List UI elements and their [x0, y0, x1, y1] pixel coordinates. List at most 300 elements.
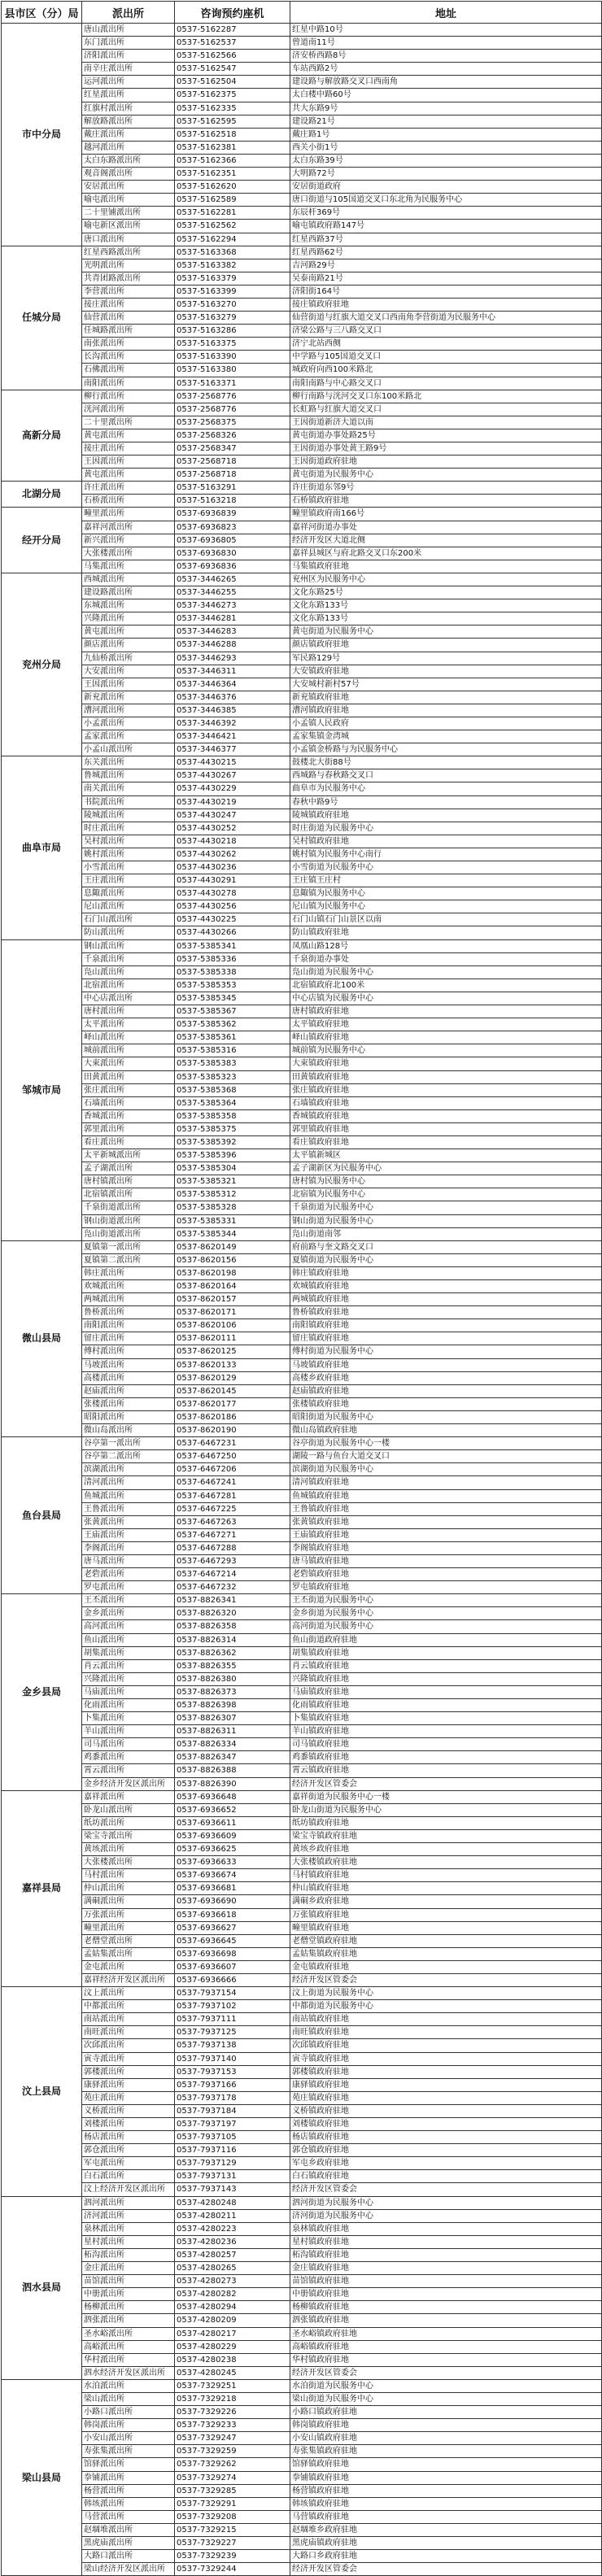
station-cell: 东门派出所 — [82, 37, 175, 50]
phone-cell: 0537-5163218 — [175, 495, 290, 508]
station-cell: 鲁桥派出所 — [82, 1306, 175, 1319]
station-cell: 黄屯派出所 — [82, 429, 175, 442]
station-cell: 韩垓派出所 — [82, 2497, 175, 2510]
phone-cell: 0537-4430256 — [175, 900, 290, 913]
station-cell: 唐山派出所 — [82, 24, 175, 37]
station-cell: 香城派出所 — [82, 1109, 175, 1122]
address-cell: 王庙镇政府驻地 — [290, 1528, 602, 1541]
phone-cell: 0537-7937166 — [175, 2078, 290, 2091]
station-cell: 泗张派出所 — [82, 2314, 175, 2327]
station-cell: 中册派出所 — [82, 2288, 175, 2301]
address-cell: 许庄街道东邻9号 — [290, 482, 602, 495]
address-cell: 嘉祥河街道办事处 — [290, 521, 602, 534]
station-cell: 嘉祥河派出所 — [82, 521, 175, 534]
address-cell: 文化东路133号 — [290, 612, 602, 625]
phone-cell: 0537-3446421 — [175, 730, 290, 743]
address-cell: 红星西路37号 — [290, 233, 602, 246]
phone-cell: 0537-6936652 — [175, 1803, 290, 1816]
address-cell: 兖州区为民服务中心 — [290, 573, 602, 586]
address-cell: 卧龙山街道为民服务中心 — [290, 1803, 602, 1816]
table-row — [2, 992, 602, 1005]
address-cell: 柘沟镇政府驻地 — [290, 2248, 602, 2261]
station-cell: 郭里派出所 — [82, 1122, 175, 1135]
address-cell: 安居街道政府 — [290, 181, 602, 194]
phone-cell: 0537-5385338 — [175, 965, 290, 979]
table-row — [2, 2419, 602, 2432]
phone-cell: 0537-6936836 — [175, 560, 290, 573]
address-cell: 孟家集镇金湾城 — [290, 730, 602, 743]
phone-cell: 0537-5162547 — [175, 63, 290, 76]
address-cell: 中册镇政府驻地 — [290, 2288, 602, 2301]
station-cell: 马营派出所 — [82, 2510, 175, 2523]
station-cell: 寿张集派出所 — [82, 2445, 175, 2458]
address-cell: 东辰杆369号 — [290, 207, 602, 220]
header-station: 派出所 — [82, 2, 175, 24]
phone-cell: 0537-8826334 — [175, 1738, 290, 1751]
address-cell: 军屯乡政府驻地 — [290, 2157, 602, 2170]
phone-cell: 0537-8826311 — [175, 1725, 290, 1738]
table-row — [2, 312, 602, 325]
phone-cell: 0537-5163380 — [175, 364, 290, 377]
station-cell: 卜集派出所 — [82, 1712, 175, 1725]
district-cell: 任城分局 — [2, 246, 82, 390]
station-cell: 杨店派出所 — [82, 2131, 175, 2144]
station-cell: 凫山派出所 — [82, 965, 175, 979]
address-cell: 吴村镇政府驻地 — [290, 835, 602, 848]
address-cell: 建设路与解放路交叉口西南角 — [290, 76, 602, 89]
station-cell: 姚村派出所 — [82, 848, 175, 861]
address-cell: 共大东路9号 — [290, 102, 602, 115]
address-cell: 文化东路25号 — [290, 586, 602, 599]
phone-cell: 0537-5163375 — [175, 338, 290, 351]
station-cell: 颜店派出所 — [82, 639, 175, 652]
phone-cell: 0537-5385336 — [175, 952, 290, 965]
phone-cell: 0537-2568326 — [175, 429, 290, 442]
address-cell: 苑庄镇政府驻地 — [290, 2091, 602, 2104]
table-row — [2, 469, 602, 482]
address-cell: 谷亭街道为民服务中心一楼 — [290, 1437, 602, 1450]
station-cell: 司马派出所 — [82, 1738, 175, 1751]
phone-cell: 0537-4280248 — [175, 2196, 290, 2209]
table-row — [2, 2052, 602, 2065]
address-cell: 南阳南路与中心路交叉口 — [290, 377, 602, 390]
district-cell: 高新分局 — [2, 390, 82, 482]
address-cell: 梁山街道为民服务中心 — [290, 2392, 602, 2405]
address-cell: 疃里镇政府南166号 — [290, 508, 602, 521]
table-row — [2, 2523, 602, 2536]
station-cell: 建设路派出所 — [82, 586, 175, 599]
table-row — [2, 482, 602, 495]
table-row — [2, 1921, 602, 1934]
address-cell: 看庄镇政府驻地 — [290, 1135, 602, 1149]
address-cell: 济河街道为民服务中心 — [290, 2209, 602, 2222]
table-row — [2, 1554, 602, 1567]
district-cell: 经开分局 — [2, 508, 82, 573]
table-row — [2, 809, 602, 822]
table-row — [2, 1528, 602, 1541]
phone-cell: 0537-6467263 — [175, 1515, 290, 1528]
table-row — [2, 1960, 602, 1973]
station-cell: 老砦派出所 — [82, 1568, 175, 1581]
station-cell: 张楼派出所 — [82, 1397, 175, 1410]
table-row — [2, 2183, 602, 2196]
station-cell: 接庄派出所 — [82, 298, 175, 311]
table-row — [2, 639, 602, 652]
phone-cell: 0537-8620133 — [175, 1358, 290, 1371]
phone-cell: 0537-2568347 — [175, 442, 290, 455]
table-row — [2, 822, 602, 835]
station-cell: 疃里派出所 — [82, 1921, 175, 1934]
table-row — [2, 1790, 602, 1803]
table-row — [2, 2013, 602, 2026]
station-cell: 老僧堂派出所 — [82, 1934, 175, 1947]
station-cell: 高楼派出所 — [82, 1371, 175, 1384]
address-cell: 经济开发区管委会 — [290, 2183, 602, 2196]
address-cell: 唐村镇为民服务中心 — [290, 1175, 602, 1188]
address-cell: 罗屯镇政府驻地 — [290, 1581, 602, 1594]
phone-cell: 0537-6936690 — [175, 1895, 290, 1908]
station-cell: 尼山派出所 — [82, 900, 175, 913]
address-cell: 老僧堂镇政府驻地 — [290, 1934, 602, 1947]
station-cell: 二十里铺派出所 — [82, 207, 175, 220]
address-cell: 经济开发区大道北侧 — [290, 534, 602, 547]
phone-cell: 0537-8620190 — [175, 1424, 290, 1437]
address-cell: 义桥镇政府驻地 — [290, 2104, 602, 2117]
phone-cell: 0537-6467281 — [175, 1489, 290, 1502]
table-row — [2, 1083, 602, 1096]
address-cell: 太平镇新城区 — [290, 1149, 602, 1162]
address-cell: 小安山镇政府驻地 — [290, 2432, 602, 2445]
address-cell: 黄屯街道为民服务中心 — [290, 625, 602, 639]
table-row — [2, 2000, 602, 2013]
station-cell: 钢山派出所 — [82, 939, 175, 952]
table-row — [2, 1201, 602, 1214]
table-row — [2, 1162, 602, 1175]
phone-cell: 0537-4430219 — [175, 795, 290, 809]
table-row — [2, 2157, 602, 2170]
address-cell: 峄山镇政府驻地 — [290, 1031, 602, 1044]
phone-cell: 0537-6936698 — [175, 1947, 290, 1960]
address-cell: 春秋中路9号 — [290, 795, 602, 809]
station-cell: 拳铺派出所 — [82, 2471, 175, 2484]
address-cell: 王因街道政府驻地 — [290, 455, 602, 469]
table-row — [2, 547, 602, 560]
phone-cell: 0537-4430247 — [175, 809, 290, 822]
phone-cell: 0537-5162537 — [175, 37, 290, 50]
district-cell: 嘉祥县局 — [2, 1790, 82, 1986]
table-row — [2, 2262, 602, 2275]
phone-cell: 0537-6936830 — [175, 547, 290, 560]
address-cell: 泉林镇政府驻地 — [290, 2222, 602, 2235]
station-cell: 运河派出所 — [82, 76, 175, 89]
phone-cell: 0537-6467231 — [175, 1437, 290, 1450]
address-cell: 柳行南路与洸河交叉口东100米路北 — [290, 390, 602, 403]
address-cell: 经济开发区管委会 — [290, 1777, 602, 1790]
station-cell: 鱼城派出所 — [82, 1489, 175, 1502]
table-row — [2, 979, 602, 992]
station-cell: 馆驿派出所 — [82, 2458, 175, 2471]
phone-cell: 0537-5163279 — [175, 312, 290, 325]
address-cell: 康驿镇政府驻地 — [290, 2078, 602, 2091]
station-cell: 南站派出所 — [82, 2013, 175, 2026]
phone-cell: 0537-6936805 — [175, 534, 290, 547]
phone-cell: 0537-5163382 — [175, 259, 290, 272]
phone-cell: 0537-5385392 — [175, 1135, 290, 1149]
station-cell: 红星西路派出所 — [82, 246, 175, 259]
table-row — [2, 1135, 602, 1149]
station-cell: 胡集派出所 — [82, 1646, 175, 1659]
table-row — [2, 625, 602, 639]
table-row — [2, 128, 602, 141]
address-cell: 大束镇政府驻地 — [290, 1057, 602, 1070]
station-cell: 杨营派出所 — [82, 2484, 175, 2497]
phone-cell: 0537-8620186 — [175, 1410, 290, 1423]
station-cell: 小雪派出所 — [82, 861, 175, 874]
address-cell: 马营镇政府驻地 — [290, 2510, 602, 2523]
station-cell: 罗屯派出所 — [82, 1581, 175, 1594]
phone-cell: 0537-5162351 — [175, 168, 290, 181]
station-cell: 高河派出所 — [82, 1620, 175, 1633]
phone-cell: 0537-6936609 — [175, 1829, 290, 1842]
address-cell: 曲阜市为民服务中心 — [290, 782, 602, 795]
phone-cell: 0537-4280236 — [175, 2235, 290, 2248]
table-row — [2, 2222, 602, 2235]
address-cell: 韩岗镇政府驻地 — [290, 2419, 602, 2432]
phone-cell: 0537-3446273 — [175, 599, 290, 612]
station-cell: 王丕派出所 — [82, 1594, 175, 1607]
station-cell: 唐村派出所 — [82, 1005, 175, 1018]
address-cell: 千泉街道办事处 — [290, 952, 602, 965]
table-row — [2, 2537, 602, 2550]
address-cell: 军民路129号 — [290, 652, 602, 665]
table-row — [2, 220, 602, 233]
table-row — [2, 2209, 602, 2222]
table-row — [2, 233, 602, 246]
station-cell: 夏镇第二派出所 — [82, 1253, 175, 1266]
phone-cell: 0537-8620145 — [175, 1384, 290, 1397]
station-cell: 华村派出所 — [82, 2353, 175, 2366]
phone-cell: 0537-4280265 — [175, 2262, 290, 2275]
station-cell: 泗河派出所 — [82, 2196, 175, 2209]
table-row — [2, 76, 602, 89]
address-cell: 田黄镇政府驻地 — [290, 1070, 602, 1083]
table-row — [2, 1777, 602, 1790]
table-row — [2, 939, 602, 952]
station-cell: 唐马派出所 — [82, 1554, 175, 1567]
station-cell: 钢山街道派出所 — [82, 1214, 175, 1227]
address-cell: 化雨镇政府驻地 — [290, 1699, 602, 1712]
table-row — [2, 442, 602, 455]
station-cell: 梁山经济开发区派出所 — [82, 2563, 175, 2576]
address-cell: 金乡街道为民服务中心 — [290, 1607, 602, 1620]
address-cell: 滨湖街道为民服务中心 — [290, 1463, 602, 1476]
phone-cell: 0537-4430278 — [175, 887, 290, 900]
station-cell: 孟姑集派出所 — [82, 1947, 175, 1960]
address-cell: 小孟镇人民政府 — [290, 717, 602, 730]
station-cell: 洸河派出所 — [82, 403, 175, 416]
phone-cell: 0537-5163379 — [175, 272, 290, 285]
table-row — [2, 1306, 602, 1319]
table-row — [2, 743, 602, 756]
address-cell: 星村镇政府驻地 — [290, 2235, 602, 2248]
address-cell: 湖陵一路与鱼台大道交叉口 — [290, 1450, 602, 1463]
phone-cell: 0537-7937154 — [175, 1987, 290, 2000]
phone-cell: 0537-4430267 — [175, 769, 290, 782]
station-cell: 黄垓派出所 — [82, 1843, 175, 1856]
table-row — [2, 1816, 602, 1829]
address-cell: 长虹路与红旗大道交叉口 — [290, 403, 602, 416]
address-cell: 羊山镇政府驻地 — [290, 1725, 602, 1738]
address-cell: 红星中路10号 — [290, 24, 602, 37]
phone-cell: 0537-4280257 — [175, 2248, 290, 2261]
table-row — [2, 1541, 602, 1554]
table-row — [2, 1620, 602, 1633]
address-cell: 金屯镇政府驻地 — [290, 1960, 602, 1973]
table-row — [2, 194, 602, 207]
address-cell: 小路口镇政府驻地 — [290, 2406, 602, 2419]
address-cell: 刘楼镇政府驻地 — [290, 2118, 602, 2131]
phone-cell: 0537-5385323 — [175, 1070, 290, 1083]
station-cell: 北宿镇派出所 — [82, 1188, 175, 1201]
table-row — [2, 704, 602, 717]
station-cell: 小安山派出所 — [82, 2432, 175, 2445]
station-cell: 杨柳派出所 — [82, 2301, 175, 2314]
station-cell: 马庙派出所 — [82, 1685, 175, 1698]
table-row — [2, 2379, 602, 2392]
phone-cell: 0537-7937140 — [175, 2052, 290, 2065]
station-cell: 喻屯新区派出所 — [82, 220, 175, 233]
table-row — [2, 2248, 602, 2261]
station-cell: 黑虎庙派出所 — [82, 2537, 175, 2550]
table-row — [2, 2497, 602, 2510]
station-cell: 大安派出所 — [82, 665, 175, 678]
station-cell: 戴庄派出所 — [82, 128, 175, 141]
table-row — [2, 37, 602, 50]
table-row — [2, 2235, 602, 2248]
table-row — [2, 1122, 602, 1135]
station-cell: 千泉派出所 — [82, 952, 175, 965]
table-row — [2, 1934, 602, 1947]
station-cell: 嘉祥经济开发区派出所 — [82, 1973, 175, 1986]
table-row — [2, 612, 602, 625]
address-cell: 卜集镇政府驻地 — [290, 1712, 602, 1725]
station-cell: 孟家派出所 — [82, 730, 175, 743]
table-row — [2, 2301, 602, 2314]
address-cell: 肖云镇政府驻地 — [290, 1659, 602, 1672]
phone-cell: 0537-7937131 — [175, 2170, 290, 2183]
table-row — [2, 2065, 602, 2078]
station-cell: 苗馆派出所 — [82, 2275, 175, 2288]
address-cell: 唐口街道与105国道交叉口东北角为民服务中心 — [290, 194, 602, 207]
station-cell: 王庙派出所 — [82, 1528, 175, 1541]
phone-cell: 0537-5162375 — [175, 89, 290, 102]
phone-cell: 0537-4280211 — [175, 2209, 290, 2222]
header-phone: 咨询预约座机 — [175, 2, 290, 24]
address-cell: 霄云镇政府驻地 — [290, 1764, 602, 1777]
address-cell: 中都街道为民服务中心 — [290, 2000, 602, 2013]
station-cell: 义桥派出所 — [82, 2104, 175, 2117]
phone-cell: 0537-8620129 — [175, 1371, 290, 1384]
phone-cell: 0537-4430236 — [175, 861, 290, 874]
table-row — [2, 1947, 602, 1960]
phone-cell: 0537-7329291 — [175, 2497, 290, 2510]
station-cell: 金庄派出所 — [82, 2262, 175, 2275]
station-cell: 越河派出所 — [82, 141, 175, 154]
phone-cell: 0537-8826373 — [175, 1685, 290, 1698]
phone-cell: 0537-8826358 — [175, 1620, 290, 1633]
phone-cell: 0537-3446311 — [175, 665, 290, 678]
station-cell: 夏镇第一派出所 — [82, 1240, 175, 1253]
phone-cell: 0537-4280238 — [175, 2353, 290, 2366]
address-cell: 颜店镇政府驻地 — [290, 639, 602, 652]
address-cell: 嘉祥县城区与府北路交叉口东200米 — [290, 547, 602, 560]
table-row — [2, 1515, 602, 1528]
station-cell: 傅村派出所 — [82, 1345, 175, 1358]
station-cell: 田黄派出所 — [82, 1070, 175, 1083]
table-row — [2, 1188, 602, 1201]
phone-cell: 0537-4280217 — [175, 2327, 290, 2340]
table-row — [2, 416, 602, 429]
table-row — [2, 560, 602, 573]
phone-cell: 0537-3446377 — [175, 743, 290, 756]
district-cell: 邹城市局 — [2, 939, 82, 1240]
station-cell: 息陬派出所 — [82, 887, 175, 900]
phone-cell: 0537-5162287 — [175, 24, 290, 37]
address-cell: 陵城镇政府驻地 — [290, 809, 602, 822]
table-row — [2, 2091, 602, 2104]
station-cell: 清河派出所 — [82, 1476, 175, 1489]
address-cell: 孟姑集镇政府驻地 — [290, 1947, 602, 1960]
phone-cell: 0537-7937178 — [175, 2091, 290, 2104]
phone-cell: 0537-5163270 — [175, 298, 290, 311]
station-cell: 昭阳派出所 — [82, 1410, 175, 1423]
station-cell: 赵堌堆派出所 — [82, 2523, 175, 2536]
phone-cell: 0537-5162381 — [175, 141, 290, 154]
address-cell: 中心店镇为民服务中心 — [290, 992, 602, 1005]
station-cell: 石佛派出所 — [82, 364, 175, 377]
station-cell: 次邱派出所 — [82, 2039, 175, 2052]
phone-cell: 0537-7937129 — [175, 2157, 290, 2170]
address-cell: 马集镇政府驻地 — [290, 560, 602, 573]
station-cell: 泗水经济开发区派出所 — [82, 2366, 175, 2379]
phone-cell: 0537-3446281 — [175, 612, 290, 625]
table-row — [2, 2078, 602, 2091]
station-cell: 马村派出所 — [82, 1869, 175, 1882]
table-row — [2, 1672, 602, 1685]
table-row — [2, 1450, 602, 1463]
table-row — [2, 769, 602, 782]
station-cell: 大路口派出所 — [82, 2550, 175, 2563]
table-row — [2, 1882, 602, 1895]
phone-cell: 0537-3446392 — [175, 717, 290, 730]
address-cell: 留庄镇政府驻地 — [290, 1332, 602, 1345]
address-cell: 苗馆镇政府驻地 — [290, 2275, 602, 2288]
phone-cell: 0537-2568718 — [175, 469, 290, 482]
phone-cell: 0537-6936839 — [175, 508, 290, 521]
phone-cell: 0537-4430225 — [175, 913, 290, 926]
phone-cell: 0537-5162281 — [175, 207, 290, 220]
phone-cell: 0537-8826388 — [175, 1764, 290, 1777]
phone-cell: 0537-5162335 — [175, 102, 290, 115]
table-row — [2, 1908, 602, 1921]
phone-cell: 0537-7937143 — [175, 2183, 290, 2196]
table-row — [2, 652, 602, 665]
address-cell: 城前镇为民服务中心 — [290, 1044, 602, 1057]
address-cell: 郭里镇政府驻地 — [290, 1122, 602, 1135]
table-row — [2, 1568, 602, 1581]
phone-cell: 0537-5385316 — [175, 1044, 290, 1057]
station-cell: 中心店派出所 — [82, 992, 175, 1005]
